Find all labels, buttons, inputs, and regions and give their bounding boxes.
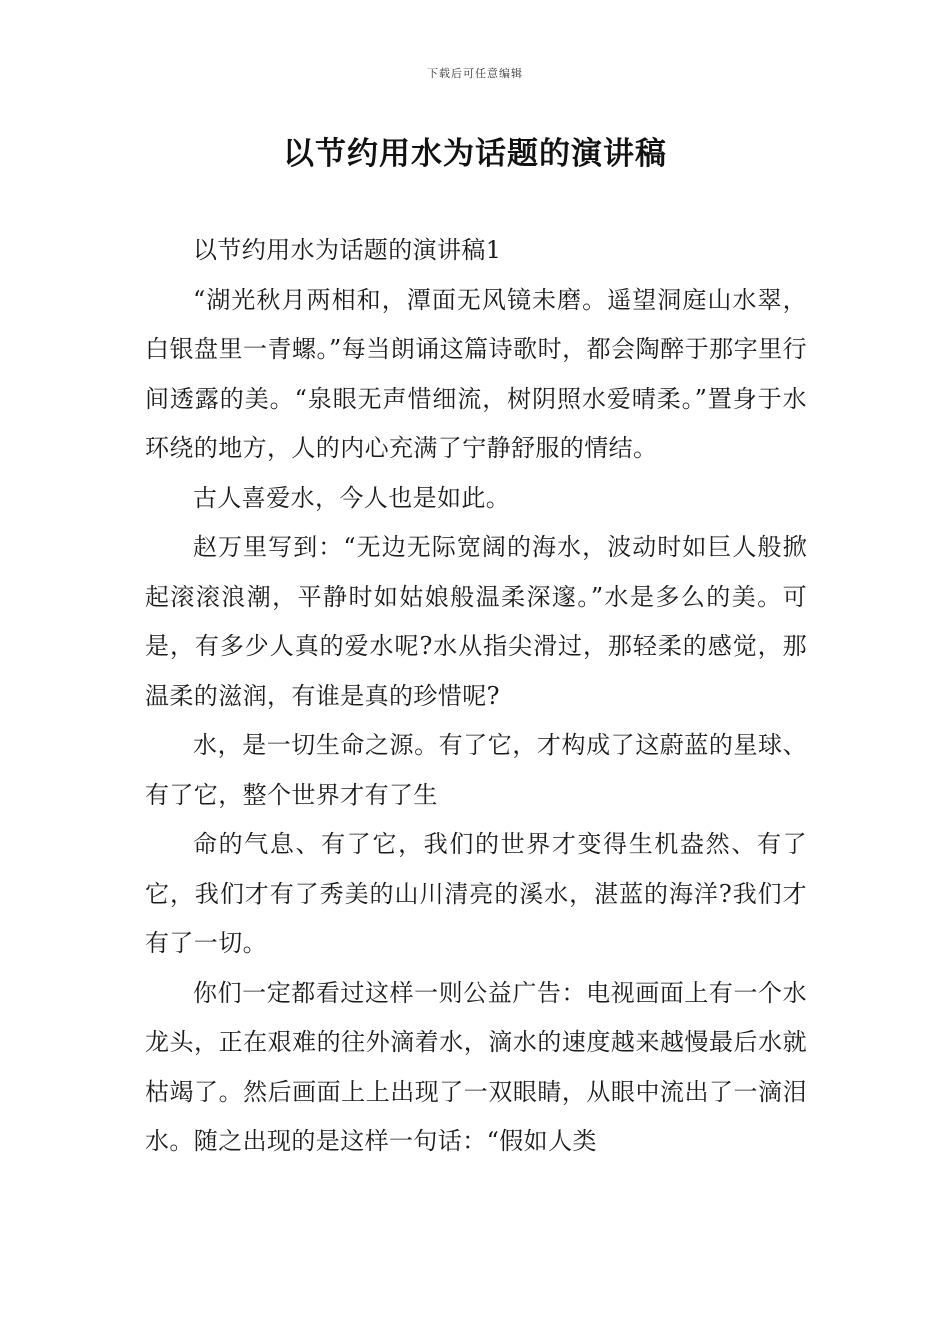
paragraph: 赵万里写到：“无边无际宽阔的海水，波动时如巨人般掀起滚滚浪潮，平静时如姑娘般温柔深邃。”水是多么的美。可是，有多少人真的爱水呢?水从指尖滑过，那轻柔的感觉，那温柔的滋润，有谁是真的珍惜呢?	[145, 533, 807, 710]
header-note: 下载后可任意编辑	[427, 67, 523, 80]
paragraph: 命的气息、有了它，我们的世界才变得生机盎然、有了它，我们才有了秀美的山川清亮的溪水，湛蓝的海洋?我们才有了一切。	[145, 830, 807, 957]
paragraph-subtitle: 以节约用水为话题的演讲稿1	[193, 236, 502, 264]
paragraph: 古人喜爱水，今人也是如此。	[193, 483, 511, 512]
document-body	[145, 226, 807, 1167]
paragraph: 水，是一切生命之源。有了它，才构成了这蔚蓝的星球、有了它，整个世界才有了生	[145, 731, 807, 809]
document-title: 以节约用水为话题的演讲稿	[283, 136, 667, 172]
paragraph: 你们一定都看过这样一则公益广告：电视画面上有一个水龙头，正在艰难的往外滴着水，滴水的速度越来越慢最后水就枯竭了。然后画面上上出现了一双眼睛，从眼中流出了一滴泪水。随之出现的是这样一句话：“假如人类	[145, 978, 807, 1155]
paragraph: “湖光秋月两相和，潭面无风镜未磨。遥望洞庭山水翠，白银盘里一青螺。”每当朗诵这篇诗歌时，都会陶醉于那字里行间透露的美。“泉眼无声惜细流，树阴照水爱晴柔。”置身于水环绕的地方，人的内心充满了宁静舒服的情结。	[145, 285, 807, 462]
